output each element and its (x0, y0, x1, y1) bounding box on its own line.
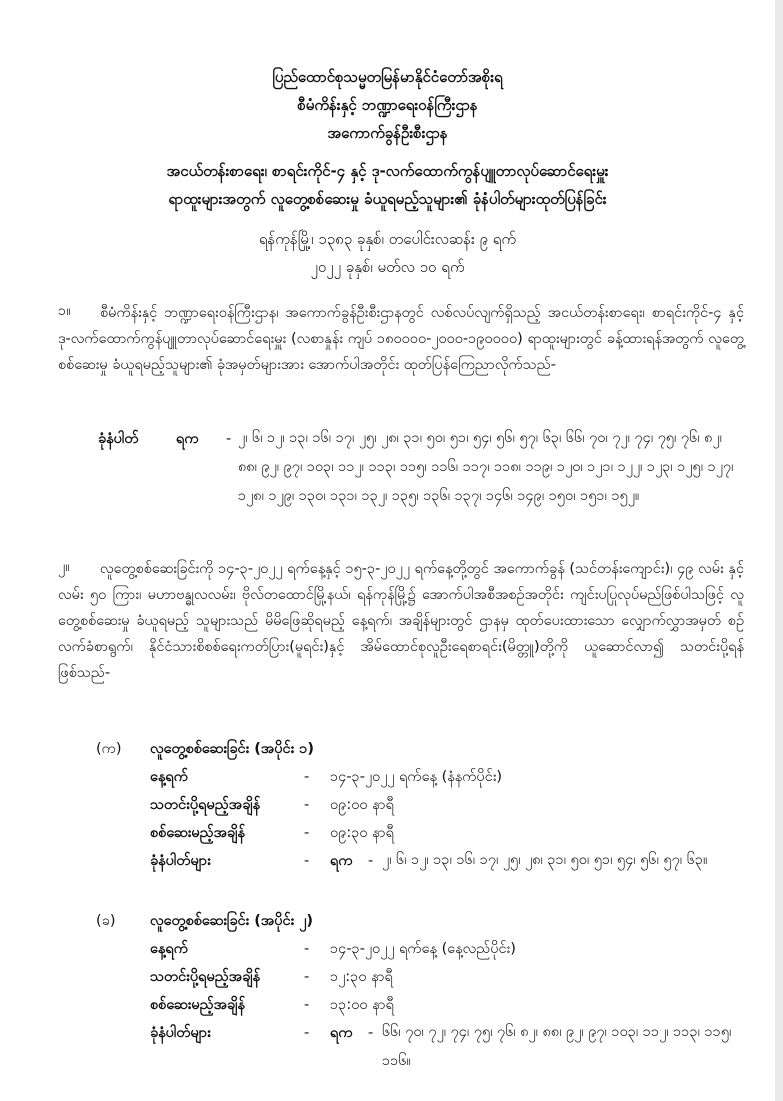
section-k-seats-sub: ရက (330, 853, 353, 869)
para1-text: စီမံကိန်းနှင့် ဘဏ္ဍာရေးဝန်ကြီးဌာန၊ အကောက်ခွန်ဦးစီးဌာနတွင် လစ်လပ်လျက်ရှိသည့် အငယ်တန်းစာရေး၊ စာရင်းကိုင်-၄ နှင့် ဒု-လက်ထောက်ကွန်ပျူတာလုပ်ဆောင်ရေးမှူး (လစာနှုန်း ကျပ် ၁၈၀၀၀၀-၂၀၀၀-၁၉၀၀၀၀) ရာထူးများတွင် ခန့်ထားရန်အတွက် လူတွေ့စစ်ဆေးမှု ခံယူရမည့်သူများ၏ ခုံအမှတ်များအား အောက်ပါအတိုင်း ထုတ်ပြန်ကြေညာလိုက်သည်- (58, 305, 744, 373)
para2-number: ၂။ (58, 559, 70, 575)
section-k-seats-value: ၂၊ ၆၊ ၁၂၊ ၁၃၊ ၁၆၊ ၁၇၊ ၂၅၊ ၂၈၊ ၃၁၊ ၅၀၊ ၅၁၊ ၅၄၊ ၅၆၊ ၅၇၊ ၆၃။ (382, 852, 708, 868)
section-kh-date-label: နေ့ရက် (150, 941, 188, 957)
section-k-exam-label: စစ်ဆေးမည့်အချိန် (150, 825, 245, 841)
section-kh-date-value: ၁၄-၃-၂၀၂၂ ရက်နေ့ (နေ့လည်ပိုင်း) (330, 941, 516, 957)
section-kh-exam-label: စစ်ဆေးမည့်အချိန် (150, 997, 245, 1013)
dash: - (368, 1025, 374, 1041)
section-kh-seats-sub: ရက (330, 1025, 353, 1041)
section-kh-report-label: သတင်းပို့ရမည့်အချိန် (150, 969, 261, 985)
dash: - (304, 941, 310, 957)
dash: - (304, 769, 310, 785)
section-kh-report-value: ၁၂:၃၀ နာရီ (330, 969, 393, 985)
dash: - (304, 797, 310, 813)
para1-seat-sub: ရက (176, 431, 199, 447)
dash: - (368, 853, 374, 869)
dash: - (304, 1025, 310, 1041)
notice-title-line1: အငယ်တန်းစာရေး၊ စာရင်းကိုင်-၄ နှင့် ဒု-လက်ထောက်ကွန်ပျူတာလုပ်ဆောင်ရေးမှူး (166, 162, 609, 180)
section-kh-exam-value: ၁၃:၀၀ နာရီ (330, 997, 394, 1013)
section-k-report-value: ၀၉:၀၀ နာရီ (330, 797, 394, 813)
notice-title-line2: ရာထူးများအတွက် လူတွေ့စစ်ဆေးမှု ခံယူရမည့်သူများ၏ ခုံနံပါတ်များထုတ်ပြန်ခြင်း (168, 190, 607, 208)
section-kh-seats-label: ခုံနံပါတ်များ (150, 1025, 211, 1041)
dash: - (304, 969, 310, 985)
section-kh-marker: (ခ) (96, 913, 116, 929)
ministry-government-line: ပြည်ထောင်စုသမ္မတမြန်မာနိုင်ငံတော်အစိုးရ (272, 68, 503, 86)
section-kh-heading: လူတွေ့စစ်ဆေးခြင်း (အပိုင်း ၂) (150, 913, 313, 929)
para1-seat-list: ၂၊ ၆၊ ၁၂၊ ၁၃၊ ၁၆၊ ၁၇၊ ၂၅၊ ၂၈၊ ၃၁၊ ၅၀၊ ၅၁၊ ၅၄၊ ၅၆၊ ၅၇၊ ၆၃၊ ၆၆၊ ၇၀၊ ၇၂၊ ၇၄၊ ၇၅၊ ၇၆၊ ၈၂၊ ၈၈၊ ၉၂၊ ၉၇၊ ၁၀၃၊ ၁၁၂၊ ၁၁၃၊ ၁၁၅၊ ၁၁၆၊ ၁၁၇၊ ၁၁၈၊ ၁၁၉၊ ၁၂၀၊ ၁၂၁၊ ၁၂၂၊ ၁၂၃၊ ၁၂၅၊ ၁၂၇၊ ၁၂၈၊ ၁၂၉၊ ၁၃၀၊ ၁၃၁၊ ၁၃၂၊ ၁၃၅၊ ၁၃၆၊ ၁၃၇၊ ၁၄၆၊ ၁၄၉၊ ၁၅၀၊ ၁၅၁၊ ၁၅၂။ (238, 430, 734, 504)
para1-seat-dash: - (226, 431, 232, 447)
dash: - (304, 853, 310, 869)
section-k-date-value: ၁၄-၃-၂၀၂၂ ရက်နေ့ (နံနက်ပိုင်း) (330, 769, 503, 785)
issue-date-gregorian: ၂၀၂၂ ခုနှစ်၊ မတ်လ ၁၀ ရက် (310, 258, 465, 276)
para1-number: ၁။ (58, 303, 71, 319)
section-k-report-label: သတင်းပို့ရမည့်အချိန် (150, 797, 261, 813)
dash: - (304, 997, 310, 1013)
section-k-date-label: နေ့ရက် (150, 769, 188, 785)
section-k-seats-label: ခုံနံပါတ်များ (150, 853, 211, 869)
issue-date-myanmar: ရန်ကုန်မြို့၊ ၁၃၈၃ ခုနှစ်၊ တပေါင်းလဆန်း ၉ ရက် (258, 230, 517, 248)
section-kh-seats-value: ၆၆၊ ၇၀၊ ၇၂၊ ၇၄၊ ၇၅၊ ၇၆၊ ၈၂၊ ၈၈၊ ၉၂၊ ၉၇၊ ၁၀၃၊ ၁၁၂၊ ၁၁၃၊ ၁၁၅၊ ၁၁၆။ (382, 1024, 732, 1069)
ministry-name: စီမံကိန်းနှင့် ဘဏ္ဍာရေးဝန်ကြီးဌာန (297, 96, 478, 114)
section-k-exam-value: ၀၉:၃၀ နာရီ (330, 825, 394, 841)
section-k-heading: လူတွေ့စစ်ဆေးခြင်း (အပိုင်း ၁) (150, 741, 315, 757)
para2-text: လူတွေ့စစ်ဆေးခြင်းကို ၁၄-၃-၂၀၂၂ ရက်နေ့နှင့် ၁၅-၃-၂၀၂၂ ရက်နေ့တို့တွင် အကောက်ခွန် (သင်တန်းကျောင်း)၊ ၄၉ လမ်း နှင့် လမ်း ၅၀ ကြား၊ မဟာဗန္ဓုလလမ်း၊ ဗိုလ်တထောင်မြို့နယ်၊ ရန်ကုန်မြို့၌ အောက်ပါအစီအစဉ်အတိုင်း ကျင်းပပြုလုပ်မည်ဖြစ်ပါသဖြင့် လူတွေ့စစ်ဆေးမှု ခံယူရမည့် သူများသည် မိမိဖြေဆိုရမည့် နေ့ရက်၊ အချိန်များတွင် ဌာနမှ ထုတ်ပေးထားသော လျှောက်လွှာအမှတ် စဉ် လက်ခံစာရွက်၊ နိုင်ငံသားစိစစ်ရေးကတ်ပြား(မူရင်း)နှင့် အိမ်ထောင်စုလူဦးရေစာရင်း(မိတ္တူ)တို့ကို ယူဆောင်လာ၍ သတင်းပို့ရန် ဖြစ်သည်- (58, 561, 744, 681)
para1-seat-label: ခုံနံပါတ် (98, 431, 139, 447)
dash: - (304, 825, 310, 841)
section-k-marker: (က) (96, 741, 122, 757)
department-name: အကောက်ခွန်ဦးစီးဌာန (327, 124, 448, 142)
